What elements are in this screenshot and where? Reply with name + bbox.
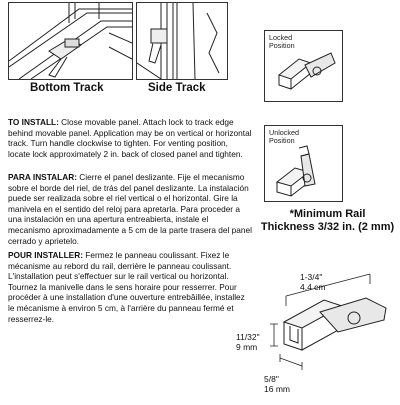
side-track-drawing	[137, 3, 227, 79]
unlocked-position-illustration	[264, 125, 343, 202]
length-metric: 4.4 cm	[300, 282, 326, 292]
locked-position-label: Locked Position	[269, 33, 295, 50]
length-dimension	[300, 272, 326, 292]
minimum-rail-line1: *Minimum Rail	[289, 208, 366, 220]
height-inches: 11/32"	[236, 332, 260, 342]
side-track-illustration	[136, 2, 228, 80]
instructions-french	[8, 250, 252, 324]
minimum-rail-line2: Thickness 3/32 in. (2 mm)	[260, 221, 395, 233]
instructions-english-heading: TO INSTALL:	[8, 117, 59, 127]
length-inches: 1-3/4"	[300, 272, 323, 282]
instructions-english	[8, 117, 252, 159]
width-metric: 16 mm	[264, 384, 290, 394]
side-track-caption: Side Track	[148, 82, 206, 94]
width-dimension	[264, 374, 290, 394]
instructions-english-text: Close movable panel. Attach lock to track edge behind movable panel. Application may be on vertical or horizontal track. Turn handle clockwise to tighten. For venting position, locate lock approximately 2 in. back of closed panel and tighten.	[8, 117, 252, 159]
height-dimension	[236, 332, 260, 352]
instructions-french-heading: POUR INSTALLER:	[8, 250, 83, 260]
bottom-track-drawing	[9, 3, 132, 79]
bottom-track-illustration	[8, 2, 133, 80]
width-inches: 5/8"	[264, 374, 279, 384]
height-metric: 9 mm	[236, 342, 258, 352]
instructions-spanish-text: Cierre el panel deslizante. Fije el mecanismo sobre el borde del riel, de trás del panel deslizante. La instalación puede ser realizada sobre el riel vertical o el horizontal. Gire la manivela en el sentido del reloj para apretarla. Para proceder a una instalación en una apertura entreabierta, instale el mecanismo aproximadamente a 5 cm de la parte trasera del panel cerrado y aprietelo.	[8, 172, 252, 246]
unlocked-position-label: Unlocked Position	[269, 128, 299, 145]
bottom-track-caption: Bottom Track	[30, 82, 104, 94]
dimension-drawing	[236, 260, 400, 400]
minimum-rail-note	[255, 208, 400, 234]
instructions-french-text: Fermez le panneau coulissant. Fixez le mécanisme au rebord du rail, derrière le panneau coulissant. L'installation peut s'effectuer sur le rail vertical ou horizontal. Tournez la manivelle dans le sens horaire pour resserrer. Pour procéder à une installation d'une ouverture entrebâillée, installez le mécanisme à environ 5 cm, à l'arrière du panneau fermé et resserrez-le.	[8, 250, 245, 324]
locked-position-illustration	[264, 30, 343, 102]
instructions-spanish	[8, 172, 252, 246]
instructions-spanish-heading: PARA INSTALAR:	[8, 172, 77, 182]
